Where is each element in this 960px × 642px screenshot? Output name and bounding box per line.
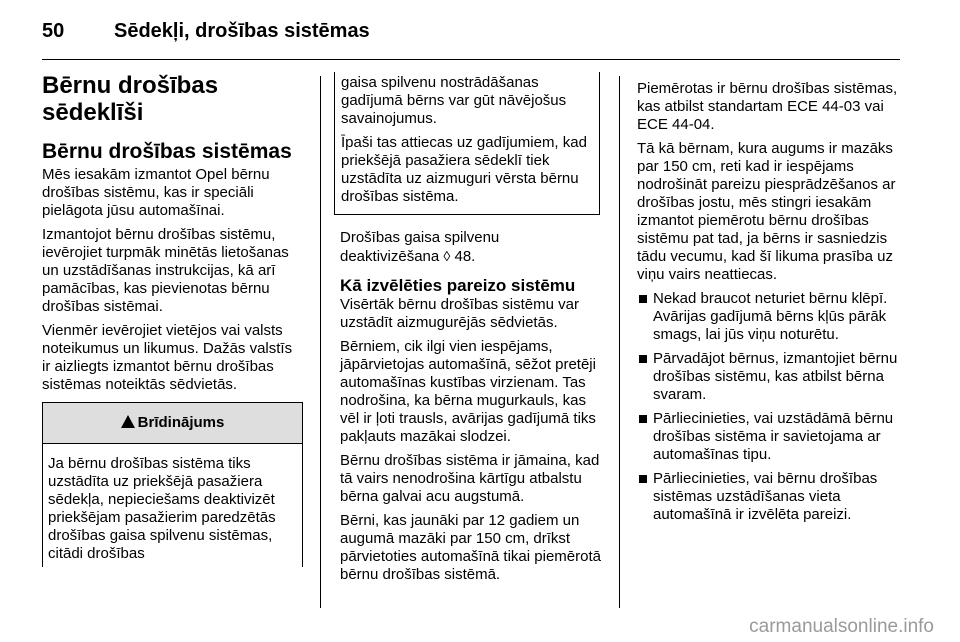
page-header [42,20,370,43]
reference-page: 48. [454,248,476,265]
main-title-line1: Bērnu drošības [42,72,219,99]
page-number: 50 [42,20,65,42]
main-title [42,72,304,126]
list-item [637,470,901,524]
column-3 [637,80,901,530]
list-item [637,410,901,464]
warning-continued-text: Īpaši tas attiecas uz gadījumiem, kad priekšējā pasažiera sēdeklī tiek uzstādīta uz aizmuguri vērsta bērnu drošības sistēma. [341,134,587,205]
column-2 [340,74,602,590]
paragraph: Bērniem, cik ilgi vien iespējams, jāpārvietojas automašīnā, sēžot pretēji automašīnas kustības virzienam. Tas nodrošina, ka bērna mugurkauls, kas vēl ir ļoti trausls, avārijas gadījumā tiks pakļauts mazākai slodzei. [340,338,596,445]
bullet-icon [639,475,647,483]
reference-arrow-icon: ◊ [443,248,451,264]
paragraph: Tā kā bērnam, kura augums ir mazāks par 150 cm, reti kad ir iespējams nodrošināt pareizu piesprādzēšanos ar drošības jostu, mēs stingri iesakām izmantot piemērotu bērnu drošības sistēmu pat tad, ja bērns ir sasniedzis tādu vecumu, kad šī likuma prasība uz viņu vairs neattiecas. [637,140,896,283]
paragraph: Vienmēr ievērojiet vietējos vai valsts noteikumus un likumus. Dažās valstīs ir aizliegts izmantot bērnu drošības sistēmas noteiktās sēdvietās. [42,322,293,393]
cross-reference[interactable] [340,229,602,266]
list-item [637,290,901,344]
list-item-text: Pārliecinieties, vai uzstādāmā bērnu drošības sistēma ir savietojama ar automašīnas tipu. [653,410,894,463]
paragraph: Mēs iesakām izmantot Opel bērnu drošības sistēmu, kas ir speciāli pielāgota jūsu automašīnai. [42,166,270,219]
section-heading: Kā izvēlēties pareizo sistēmu [340,276,576,295]
warning-header [43,403,302,444]
warning-box [42,402,303,567]
warning-text: Ja bērnu drošības sistēma tiks uzstādīta uz priekšējā pasažiera sēdekļa, nepieciešams deaktivizēt priekšējam pasažierim paredzētās drošības gaisa spilvenu sistēmas, citādi drošības [48,455,276,562]
paragraph: Izmantojot bērnu drošības sistēmu, ievērojiet turpmāk minētās lietošanas un uzstādīšanas instrukcijas, kā arī pamācības, kas pievienotas bērnu drošības sistēmai. [42,226,289,315]
bullet-list [637,290,901,524]
column-divider [619,76,620,608]
list-item-text: Pārvadājot bērnus, izmantojiet bērnu drošības sistēmu, kas atbilst bērna svaram. [653,350,898,403]
warning-box-continued [334,72,600,215]
list-item-text: Nekad braucot neturiet bērnu klēpī. Avārijas gadījumā bērns kļūs pārāk smags, lai jūs viņu noturētu. [653,290,888,343]
bullet-icon [639,355,647,363]
section-title: Sēdekļi, drošības sistēmas [114,20,370,42]
header-rule [42,59,900,60]
watermark: carmanualsonline.info [749,616,934,637]
main-title-line2: sēdeklīši [42,99,144,126]
warning-title: Brīdinājums [137,414,225,431]
warning-icon [121,415,135,428]
paragraph: Bērni, kas jaunāki par 12 gadiem un augumā mazāki par 150 cm, drīkst pārvietoties automašīnā tikai piemērotā bērnu drošības sistēmā. [340,512,601,583]
paragraph: Bērnu drošības sistēma ir jāmaina, kad tā vairs nenodrošina kārtīgu atbalstu bērna galvai acu augstumā. [340,452,600,505]
column-1 [42,72,304,400]
reference-text: Drošības gaisa spilvenu deaktivizēšana [340,229,500,265]
warning-continued-text: gaisa spilvenu nostrādāšanas gadījumā bērns var gūt nāvējošus savainojumus. [341,74,567,127]
list-item [637,350,901,404]
column-divider [320,76,321,608]
subtitle: Bērnu drošības sistēmas [42,140,292,163]
list-item-text: Pārliecinieties, vai bērnu drošības sistēmas uzstādīšanas vieta automašīnā ir izvēlēta pareizi. [653,470,878,523]
bullet-icon [639,415,647,423]
paragraph: Piemērotas ir bērnu drošības sistēmas, kas atbilst standartam ECE 44-03 vai ECE 44-04. [637,80,898,133]
paragraph: Visērtāk bērnu drošības sistēmu var uzstādīt aizmugurējās sēdvietās. [340,296,579,331]
bullet-icon [639,295,647,303]
